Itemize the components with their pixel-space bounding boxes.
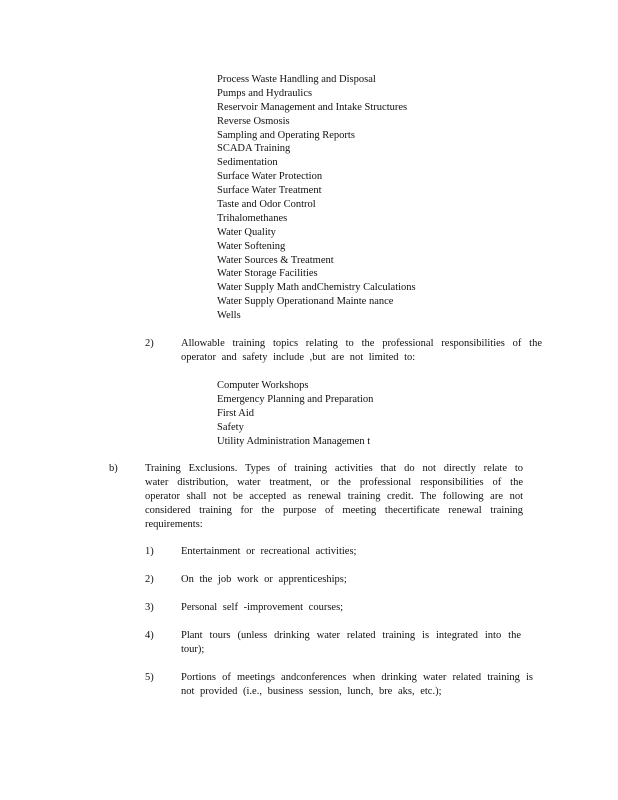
list-item: Reverse Osmosis: [217, 115, 290, 127]
list-item: Water Quality: [217, 226, 276, 238]
list-item: Surface Water Protection: [217, 171, 323, 183]
list-item: Pumps and Hydraulics: [217, 87, 313, 99]
list-item: Emergency Planning and Preparation: [217, 393, 374, 405]
list-item: Safety: [217, 421, 244, 433]
exclusion-number: 1): [145, 546, 154, 557]
list-item: Sampling and Operating Reports: [217, 129, 355, 141]
list-item: Sedimentation: [217, 157, 278, 169]
exclusion-text: Portions of meetings andconferences when drinking water related training is not provided (i.e., business session, lunch, bre aks, etc.);: [181, 672, 533, 697]
list-item: Reservoir Management and Intake Structures: [217, 101, 408, 113]
section-text: Training Exclusions. Types of training activities that do not directly relate to water distribution, water treatment, or the professional responsibilities of the operator shall not be accepted as renewal training credit. The following are not considered training for the purpose of meeting thecertificate renewal training requirements:: [145, 463, 523, 530]
exclusion-number: 2): [145, 574, 154, 585]
section-label: b): [109, 463, 118, 474]
list-item: Water Supply Operationand Mainte nance: [217, 296, 394, 308]
list-item: Taste and Odor Control: [217, 199, 316, 211]
item-number: 2): [145, 338, 154, 349]
exclusion-number: 4): [145, 630, 154, 641]
safety-topic-list: [217, 379, 373, 448]
list-item: Water Sources & Treatment: [217, 254, 334, 266]
list-item: Utility Administration Managemen t: [217, 435, 371, 447]
exclusion-number: 3): [145, 602, 154, 613]
exclusion-text: On the job work or apprenticeships;: [181, 574, 347, 585]
list-item: Water Supply Math andChemistry Calculations: [217, 282, 416, 294]
list-item: Process Waste Handling and Disposal: [217, 74, 376, 85]
list-item: Surface Water Treatment: [217, 185, 322, 197]
exclusion-number: 5): [145, 672, 154, 683]
list-item: Wells: [217, 310, 241, 322]
exclusion-text: Plant tours (unless drinking water related training is integrated into the tour);: [181, 630, 521, 655]
list-item: Trihalomethanes: [217, 212, 288, 224]
list-item: Water Storage Facilities: [217, 268, 318, 280]
exclusion-text: Personal self -improvement courses;: [181, 602, 344, 613]
training-topic-list: [217, 73, 416, 323]
list-item: First Aid: [217, 407, 255, 419]
exclusion-text: Entertainment or recreational activities;: [181, 546, 357, 557]
list-item: Water Softening: [217, 240, 286, 252]
list-item: Computer Workshops: [217, 380, 309, 391]
item-text: Allowable training topics relating to the professional responsibilities of the operator and safety include ,but are not limited to:: [181, 338, 542, 363]
list-item: SCADA Training: [217, 143, 291, 155]
